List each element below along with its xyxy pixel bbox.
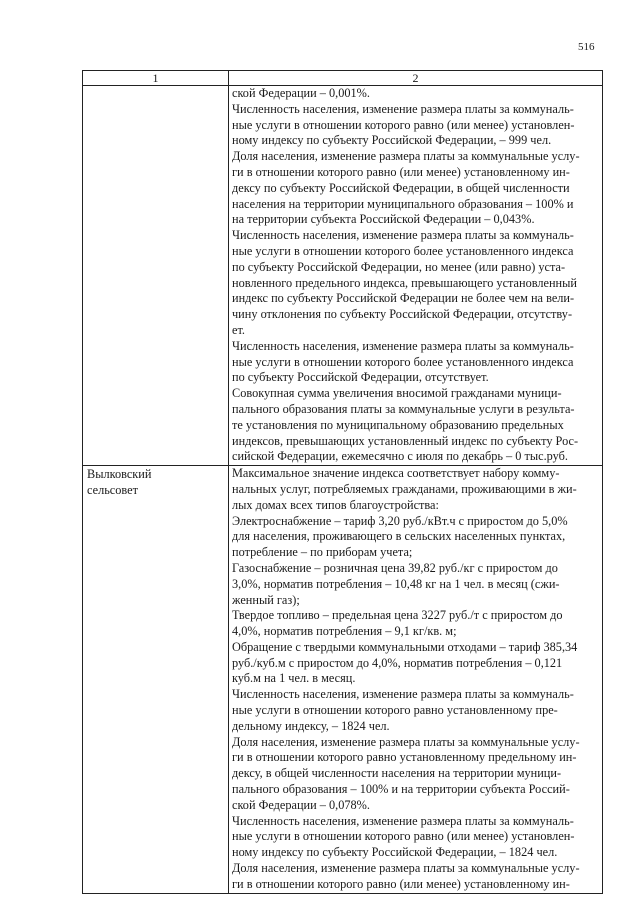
text-line: ные услуги в отношении которого более установленного индекса <box>232 243 574 258</box>
text-line: ги в отношении которого равно (или менее) установленному ин- <box>232 164 570 179</box>
municipality-cell <box>83 86 229 466</box>
text-line: чину отклонения по субъекту Российской Федерации, отсутству- <box>232 307 573 322</box>
table-header-row <box>83 71 603 86</box>
document-table <box>82 70 603 894</box>
description-cell <box>229 466 603 894</box>
text-line: потребление – по приборам учета; <box>232 545 413 560</box>
text-line: сельсовет <box>87 482 138 497</box>
text-line: Доля населения, изменение размера платы за коммунальные услу- <box>232 734 580 749</box>
text-line: индекс по субъекту Российской Федерации не более чем на вели- <box>232 291 575 306</box>
text-line: Максимальное значение индекса соответствует набору комму- <box>232 466 560 481</box>
text-line: Доля населения, изменение размера платы за коммунальные услу- <box>232 149 580 164</box>
text-line: 3,0%, норматив потребления – 10,48 кг на 1 чел. в месяц (сжи- <box>232 576 560 591</box>
table-row <box>83 466 603 894</box>
text-line: пального образования – 100% и на территории субъекта Россий- <box>232 782 570 797</box>
text-line: те установления по муниципальному образованию предельных <box>232 417 564 432</box>
table-row <box>83 86 603 466</box>
text-line: дельному индексу, – 1824 чел. <box>232 718 390 733</box>
text-line: ные услуги в отношении которого более установленного индекса <box>232 354 574 369</box>
text-line: Газоснабжение – розничная цена 39,82 руб./кг с приростом до <box>232 560 558 575</box>
text-line: руб./куб.м с приростом до 4,0%, норматив потребления – 0,121 <box>232 655 563 670</box>
column-header: 1 <box>83 71 229 86</box>
text-line: ской Федерации – 0,001%. <box>232 86 370 100</box>
text-line: Численность населения, изменение размера платы за коммуналь- <box>232 813 574 828</box>
text-line: женный газ); <box>232 592 300 607</box>
text-line: дексу по субъекту Российской Федерации, в общей численности <box>232 180 570 195</box>
text-line: ному индексу по субъекту Российской Федерации, – 999 чел. <box>232 133 552 148</box>
text-line: нальных услуг, потребляемых гражданами, проживающими в жи- <box>232 481 577 496</box>
text-line: для населения, проживающего в сельских населенных пунктах, <box>232 529 566 544</box>
text-line: по субъекту Российской Федерации, отсутствует. <box>232 370 489 385</box>
text-line: ные услуги в отношении которого равно (или менее) установлен- <box>232 117 575 132</box>
text-line: по субъекту Российской Федерации, но менее (или равно) уста- <box>232 259 566 274</box>
text-line: ет. <box>232 322 245 337</box>
page-number: 516 <box>578 41 595 53</box>
text-line: населения на территории муниципального образования – 100% и <box>232 196 574 211</box>
text-line: Численность населения, изменение размера платы за коммуналь- <box>232 101 574 116</box>
column-header: 2 <box>229 71 603 86</box>
municipality-cell <box>83 466 229 894</box>
text-line: Численность населения, изменение размера платы за коммуналь- <box>232 338 574 353</box>
text-line: дексу, в общей численности населения на территории муници- <box>232 766 562 781</box>
text-line: новленного предельного индекса, превышающего установленный <box>232 275 577 290</box>
text-line: ные услуги в отношении которого равно установленному пре- <box>232 703 558 718</box>
text-line: Твердое топливо – предельная цена 3227 руб./т с приростом до <box>232 608 563 623</box>
text-line: на территории субъекта Российской Федерации – 0,043%. <box>232 212 535 227</box>
text-line: Совокупная сумма увеличения вносимой гражданами муници- <box>232 386 562 401</box>
text-line: ные услуги в отношении которого равно (или менее) установлен- <box>232 829 575 844</box>
description-cell <box>229 86 603 466</box>
text-line: ской Федерации – 0,078%. <box>232 797 370 812</box>
text-line: Вылковский <box>87 467 152 482</box>
text-line: ги в отношении которого равно (или менее) установленному ин- <box>232 876 570 891</box>
text-line: Обращение с твердыми коммунальными отходами – тариф 385,34 <box>232 639 578 654</box>
text-line: Доля населения, изменение размера платы за коммунальные услу- <box>232 861 580 876</box>
text-line: Численность населения, изменение размера платы за коммуналь- <box>232 228 574 243</box>
text-line: лых домах всех типов благоустройства: <box>232 497 439 512</box>
text-line: индексов, превышающих установленный индекс по субъекту Рос- <box>232 433 579 448</box>
text-line: куб.м на 1 чел. в месяц. <box>232 671 356 686</box>
text-line: сийской Федерации, ежемесячно с июля по декабрь – 0 тыс.руб. <box>232 449 568 464</box>
text-line: ному индексу по субъекту Российской Федерации, – 1824 чел. <box>232 845 558 860</box>
text-line: пального образования платы за коммунальные услуги в результа- <box>232 401 575 416</box>
text-line: Численность населения, изменение размера платы за коммуналь- <box>232 687 574 702</box>
text-line: Электроснабжение – тариф 3,20 руб./кВт.ч с приростом до 5,0% <box>232 513 568 528</box>
text-line: ги в отношении которого равно установленному предельному ин- <box>232 750 577 765</box>
text-line: 4,0%, норматив потребления – 9,1 кг/кв. м; <box>232 624 457 639</box>
